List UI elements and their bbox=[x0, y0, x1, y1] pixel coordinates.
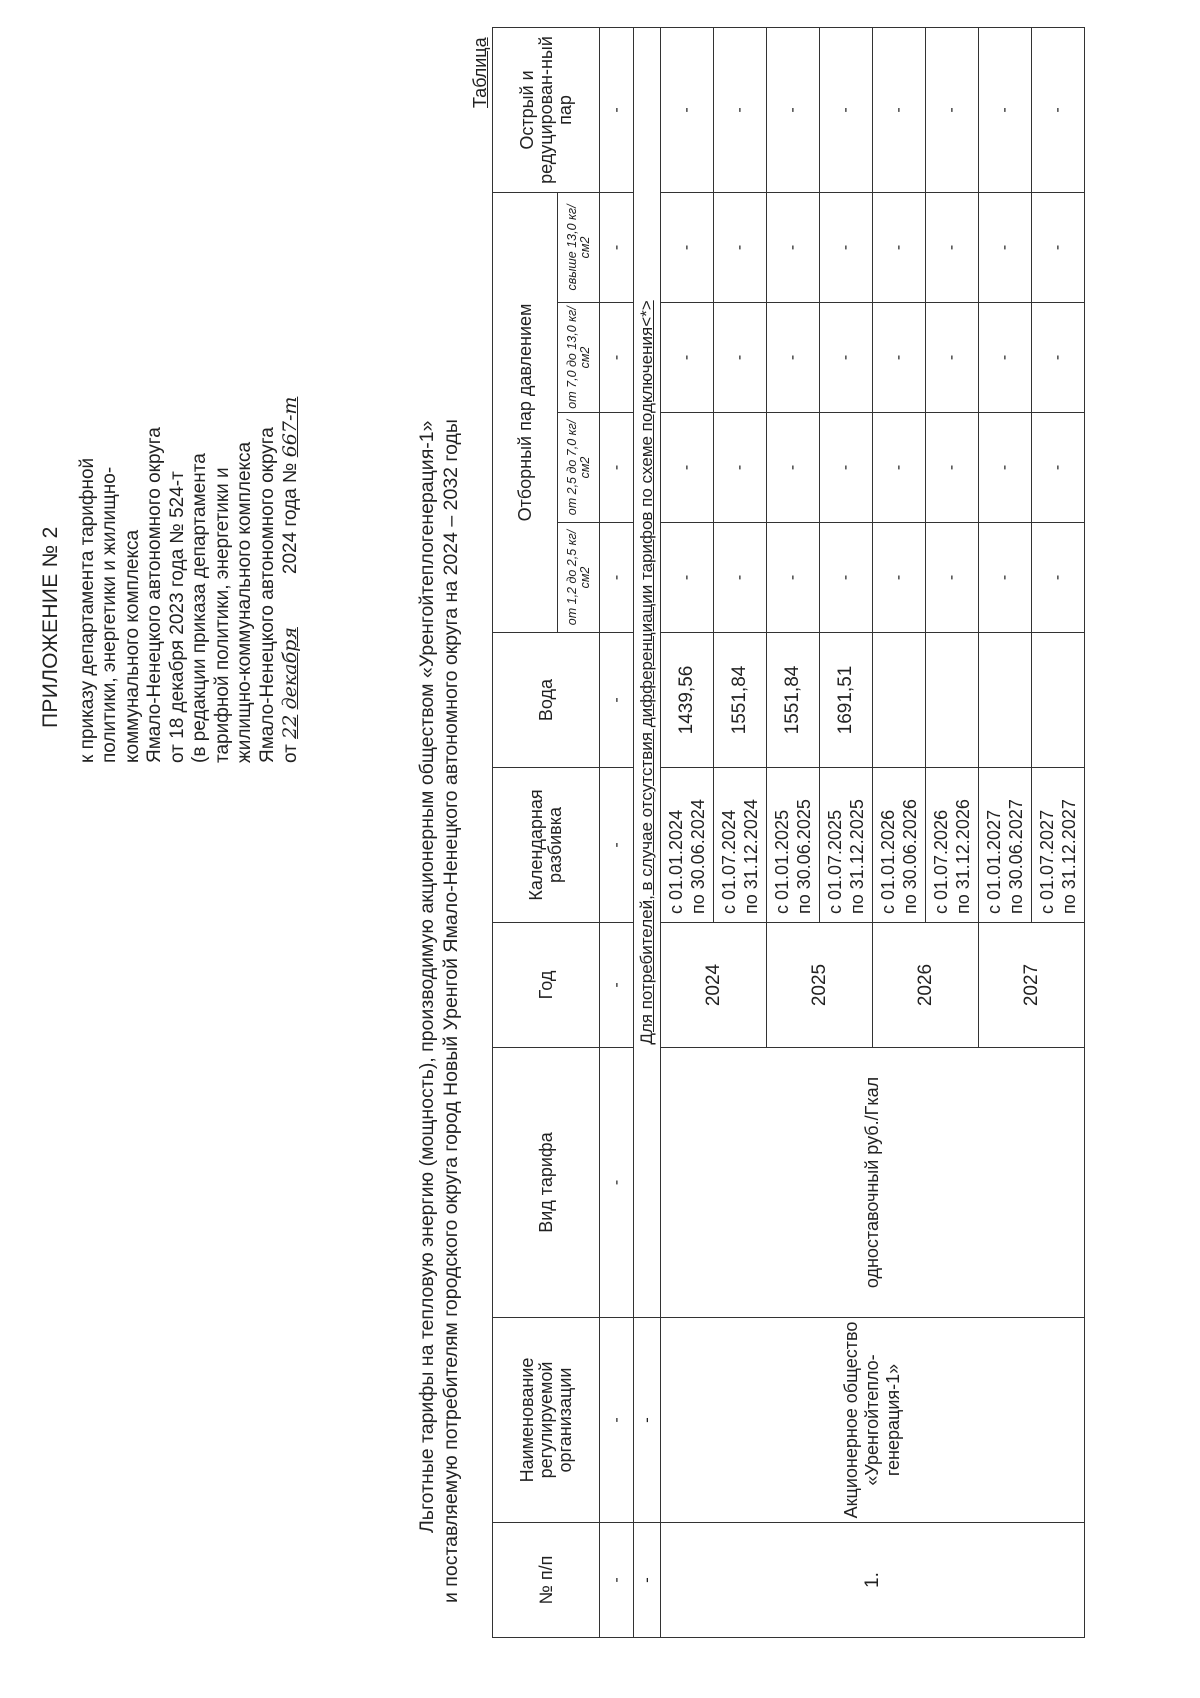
dash-cell: - bbox=[820, 413, 873, 523]
dash-cell: - bbox=[661, 192, 714, 302]
note-row bbox=[634, 27, 661, 1637]
dash-cell: - bbox=[820, 303, 873, 413]
dash-cell: - bbox=[600, 1318, 634, 1523]
date-suffix: 2024 года № bbox=[280, 462, 301, 575]
dash-cell: - bbox=[926, 192, 979, 302]
dash-cell: - bbox=[979, 303, 1032, 413]
period-from: с 01.07.2025 bbox=[825, 809, 845, 914]
water-tariff bbox=[926, 633, 979, 768]
dash-cell: - bbox=[600, 768, 634, 923]
dash-cell: - bbox=[714, 192, 767, 302]
handwritten-order-number: 667-т bbox=[279, 396, 301, 458]
dash-cell: - bbox=[661, 27, 714, 192]
dash-cell: - bbox=[634, 1318, 661, 1523]
water-tariff bbox=[873, 633, 926, 768]
calendar-period bbox=[767, 768, 820, 923]
dash-cell: - bbox=[714, 413, 767, 523]
handwritten-month: декабря bbox=[279, 627, 301, 710]
dash-cell: - bbox=[1032, 413, 1085, 523]
dash-cell: - bbox=[1032, 27, 1085, 192]
period-to: по 31.12.2026 bbox=[953, 799, 973, 914]
header-org: Наименование регулируемой организации bbox=[493, 1318, 600, 1523]
handwritten-day: 22 bbox=[279, 714, 301, 739]
dash-cell: - bbox=[600, 633, 634, 768]
water-tariff: 1551,84 bbox=[714, 633, 767, 768]
period-to: по 31.12.2024 bbox=[741, 799, 761, 914]
dash-cell: - bbox=[767, 27, 820, 192]
header-kind: Вид тарифа bbox=[493, 1048, 600, 1318]
header-sharp-steam: Острый и редуцирован-ный пар bbox=[493, 27, 600, 192]
dash-row bbox=[600, 27, 634, 1637]
header-line: коммунального комплекса bbox=[121, 529, 143, 763]
dash-cell: - bbox=[714, 27, 767, 192]
dash-cell: - bbox=[820, 192, 873, 302]
period-from: с 01.07.2027 bbox=[1037, 809, 1057, 914]
dash-cell: - bbox=[767, 192, 820, 302]
dash-cell: - bbox=[979, 413, 1032, 523]
dash-cell: - bbox=[661, 413, 714, 523]
consumer-note: Для потребителей, в случае отсутствия дифференциации тарифов по схеме подключения<*> bbox=[634, 27, 661, 1317]
dash-cell: - bbox=[979, 192, 1032, 302]
header-steam: Отборный пар давлением bbox=[493, 192, 558, 632]
period-from: с 01.01.2026 bbox=[878, 809, 898, 914]
dash-cell: - bbox=[873, 303, 926, 413]
year-cell: 2026 bbox=[873, 923, 979, 1048]
dash-cell: - bbox=[926, 523, 979, 633]
header-calendar: Календарная разбивка bbox=[493, 768, 600, 923]
dash-cell: - bbox=[634, 1523, 661, 1638]
pressure-range-4: свыше 13,0 кг/см2 bbox=[558, 192, 600, 302]
dash-cell: - bbox=[926, 303, 979, 413]
period-to: по 30.06.2026 bbox=[900, 799, 920, 914]
header-water: Вода bbox=[493, 633, 600, 768]
dash-cell: - bbox=[873, 27, 926, 192]
dash-cell: - bbox=[873, 192, 926, 302]
period-from: с 01.01.2027 bbox=[984, 809, 1004, 914]
dash-cell: - bbox=[820, 523, 873, 633]
header-row bbox=[493, 27, 558, 1637]
year-cell: 2025 bbox=[767, 923, 873, 1048]
pressure-range-3: от 7,0 до 13,0 кг/см2 bbox=[558, 303, 600, 413]
dash-cell: - bbox=[873, 413, 926, 523]
dash-cell: - bbox=[600, 1523, 634, 1638]
dash-cell: - bbox=[979, 27, 1032, 192]
calendar-period bbox=[979, 768, 1032, 923]
dash-cell: - bbox=[714, 303, 767, 413]
period-from: с 01.07.2026 bbox=[931, 809, 951, 914]
period-from: с 01.01.2024 bbox=[666, 809, 686, 914]
date-prefix: от bbox=[280, 744, 301, 763]
period-to: по 30.06.2025 bbox=[794, 799, 814, 914]
dash-cell: - bbox=[1032, 523, 1085, 633]
period-to: по 30.06.2027 bbox=[1006, 799, 1026, 914]
period-from: с 01.07.2024 bbox=[719, 809, 739, 914]
calendar-period bbox=[661, 768, 714, 923]
period-from: с 01.01.2025 bbox=[772, 809, 792, 914]
organization-name: Акционерное общество «Уренгойтепло-генерация-1» bbox=[661, 1318, 1085, 1523]
document-title bbox=[415, 43, 463, 1603]
dash-cell: - bbox=[873, 523, 926, 633]
pressure-range-1: от 1,2 до 2,5 кг/см2 bbox=[558, 523, 600, 633]
header-year: Год bbox=[493, 923, 600, 1048]
dash-cell: - bbox=[600, 413, 634, 523]
water-tariff: 1691,51 bbox=[820, 633, 873, 768]
dash-cell: - bbox=[979, 523, 1032, 633]
tariff-kind: одноставочный руб./Гкал bbox=[661, 1048, 1085, 1318]
calendar-period bbox=[820, 768, 873, 923]
table-row bbox=[661, 27, 714, 1637]
dash-cell: - bbox=[600, 1048, 634, 1318]
header-line: жилищно-коммунального комплекса bbox=[234, 441, 255, 763]
dash-cell: - bbox=[600, 192, 634, 302]
document-title-line-1: Льготные тарифы на тепловую энергию (мощность), производимую акционерным обществом «Уренгойтеплогенерация-1» bbox=[416, 420, 438, 1533]
dash-cell: - bbox=[926, 413, 979, 523]
data-body bbox=[661, 27, 1085, 1637]
row-number: 1. bbox=[661, 1523, 1085, 1638]
dash-cell: - bbox=[767, 413, 820, 523]
header-line: Ямало-Ненецкого автономного округа bbox=[144, 427, 165, 763]
water-tariff bbox=[1032, 633, 1085, 768]
appendix-title: ПРИЛОЖЕНИЕ № 2 bbox=[39, 526, 62, 728]
header-line: к приказу департамента тарифной bbox=[76, 457, 98, 763]
header-line: Ямало-Ненецкого автономного округа bbox=[256, 427, 278, 763]
year-cell: 2027 bbox=[979, 923, 1085, 1048]
pressure-range-2: от 2,5 до 7,0 кг/см2 bbox=[558, 413, 600, 523]
header-num: № п/п bbox=[493, 1523, 600, 1638]
calendar-period bbox=[714, 768, 767, 923]
dash-cell: - bbox=[661, 303, 714, 413]
water-tariff bbox=[979, 633, 1032, 768]
dash-cell: - bbox=[661, 523, 714, 633]
dash-cell: - bbox=[767, 303, 820, 413]
dash-cell: - bbox=[600, 923, 634, 1048]
appendix-header bbox=[40, 83, 303, 763]
calendar-period bbox=[926, 768, 979, 923]
header-line: от 18 декабря 2023 года № 524-т bbox=[166, 471, 188, 763]
year-cell: 2024 bbox=[661, 923, 767, 1048]
dash-cell: - bbox=[600, 303, 634, 413]
water-tariff: 1439,56 bbox=[661, 633, 714, 768]
period-to: по 31.12.2025 bbox=[847, 799, 867, 914]
header-line: (в редакции приказа департамента bbox=[189, 453, 210, 763]
water-tariff: 1551,84 bbox=[767, 633, 820, 768]
header-line: политики, энергетики и жилищно- bbox=[99, 466, 120, 763]
dash-cell: - bbox=[714, 523, 767, 633]
dash-cell: - bbox=[600, 27, 634, 192]
period-to: по 30.06.2024 bbox=[688, 799, 708, 914]
period-to: по 31.12.2027 bbox=[1059, 799, 1079, 914]
header-line: тарифной политики, энергетики и bbox=[211, 467, 233, 763]
table-label: Таблица bbox=[470, 37, 490, 108]
dash-cell: - bbox=[820, 27, 873, 192]
dash-cell: - bbox=[1032, 192, 1085, 302]
document-title-line-2: и поставляемую потребителям городского округа город Новый Уренгой Ямало-Ненецкого автономного округа на 2024 – 2032 годы bbox=[440, 419, 462, 1603]
dash-cell: - bbox=[926, 27, 979, 192]
tariff-table bbox=[492, 27, 1085, 1638]
calendar-period bbox=[873, 768, 926, 923]
dash-cell: - bbox=[1032, 303, 1085, 413]
calendar-period bbox=[1032, 768, 1085, 923]
dash-cell: - bbox=[767, 523, 820, 633]
header-date-line bbox=[279, 83, 303, 763]
dash-cell: - bbox=[600, 523, 634, 633]
